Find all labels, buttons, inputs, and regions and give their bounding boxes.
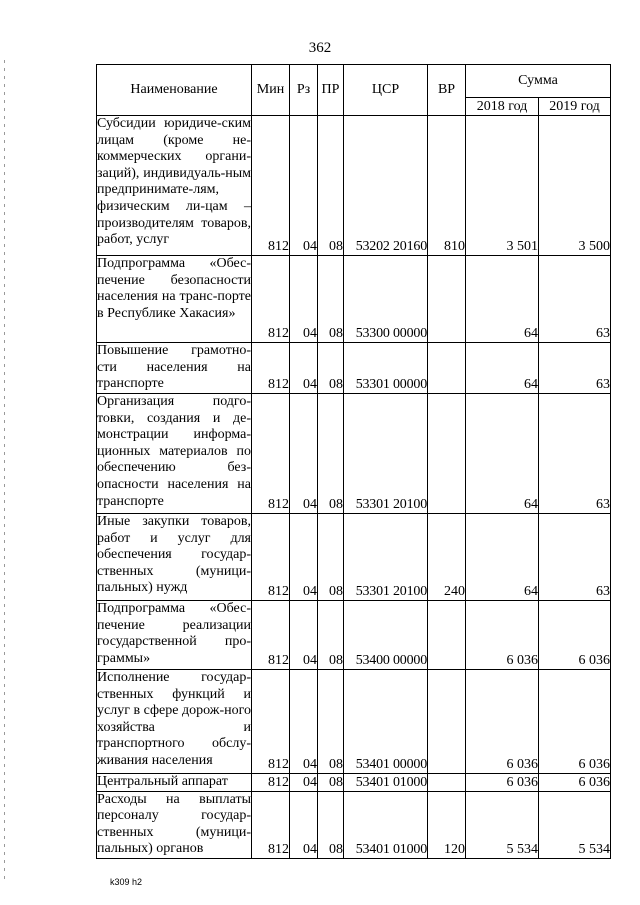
row-rz-cell: 04 — [290, 601, 318, 670]
table-row — [97, 774, 611, 792]
row-2019-cell: 63 — [539, 343, 611, 394]
row-2018-cell: 3 501 — [466, 116, 539, 256]
row-2019-cell: 63 — [539, 394, 611, 514]
header-min: Мин — [252, 65, 290, 116]
page-number: 362 — [308, 40, 332, 56]
table-row — [97, 343, 611, 394]
row-2018-cell: 64 — [466, 343, 539, 394]
table-row — [97, 670, 611, 774]
row-min-cell: 812 — [252, 394, 290, 514]
table-row — [97, 116, 611, 256]
row-rz-cell: 04 — [290, 343, 318, 394]
header-rz: Рз — [290, 65, 318, 116]
row-vr-cell: 240 — [428, 514, 466, 601]
row-min-cell: 812 — [252, 343, 290, 394]
row-2019-cell: 6 036 — [539, 774, 611, 792]
row-vr-cell — [428, 601, 466, 670]
row-2018-cell: 6 036 — [466, 670, 539, 774]
header-2019: 2019 год — [539, 98, 611, 116]
row-2018-cell: 64 — [466, 514, 539, 601]
row-2018-cell: 5 534 — [466, 791, 539, 858]
row-name-cell: Повышение грамотно-сти населения на транспорте — [97, 343, 252, 394]
footer-code: k309 h2 — [110, 877, 143, 887]
row-2018-cell: 64 — [466, 256, 539, 343]
row-csr-cell: 53401 00000 — [344, 670, 428, 774]
table-row — [97, 394, 611, 514]
row-pr-cell: 08 — [318, 514, 344, 601]
row-name-cell: Расходы на выплаты персоналу государ-ственных (муници-пальных) органов — [97, 791, 252, 858]
row-pr-cell: 08 — [318, 343, 344, 394]
header-sum: Сумма — [466, 65, 611, 98]
row-min-cell: 812 — [252, 670, 290, 774]
row-vr-cell — [428, 343, 466, 394]
row-csr-cell: 53300 00000 — [344, 256, 428, 343]
row-2019-cell: 6 036 — [539, 601, 611, 670]
row-pr-cell: 08 — [318, 791, 344, 858]
row-2019-cell: 6 036 — [539, 670, 611, 774]
row-name-cell: Субсидии юридиче-ским лицам (кроме не-коммерческих органи-заций), индивидуаль-ным предпринимате-лям, физическим ли-цам – производителям товаров, работ, услуг — [97, 116, 252, 256]
row-name-cell: Исполнение государ-ственных функций и услуг в сфере дорож-ного хозяйства и транспортного обслу-живания населения — [97, 670, 252, 774]
row-vr-cell — [428, 774, 466, 792]
row-rz-cell: 04 — [290, 774, 318, 792]
row-2018-cell: 6 036 — [466, 774, 539, 792]
row-pr-cell: 08 — [318, 774, 344, 792]
header-csr: ЦСР — [344, 65, 428, 116]
row-rz-cell: 04 — [290, 514, 318, 601]
row-vr-cell: 810 — [428, 116, 466, 256]
row-pr-cell: 08 — [318, 601, 344, 670]
scan-edge-mark — [4, 60, 5, 880]
row-csr-cell: 53301 00000 — [344, 343, 428, 394]
row-min-cell: 812 — [252, 601, 290, 670]
row-csr-cell: 53401 01000 — [344, 774, 428, 792]
row-rz-cell: 04 — [290, 670, 318, 774]
row-min-cell: 812 — [252, 774, 290, 792]
row-csr-cell: 53301 20100 — [344, 394, 428, 514]
row-vr-cell — [428, 256, 466, 343]
row-pr-cell: 08 — [318, 670, 344, 774]
row-min-cell: 812 — [252, 256, 290, 343]
row-vr-cell — [428, 394, 466, 514]
row-2019-cell: 5 534 — [539, 791, 611, 858]
row-min-cell: 812 — [252, 116, 290, 256]
row-rz-cell: 04 — [290, 791, 318, 858]
row-rz-cell: 04 — [290, 116, 318, 256]
row-min-cell: 812 — [252, 791, 290, 858]
row-rz-cell: 04 — [290, 394, 318, 514]
row-rz-cell: 04 — [290, 256, 318, 343]
row-2018-cell: 6 036 — [466, 601, 539, 670]
header-pr: ПР — [318, 65, 344, 116]
row-pr-cell: 08 — [318, 256, 344, 343]
row-name-cell: Подпрограмма «Обес-печение безопасности населения на транс-порте в Республике Хакасия» — [97, 256, 252, 343]
row-2019-cell: 63 — [539, 514, 611, 601]
row-min-cell: 812 — [252, 514, 290, 601]
header-name: Наименование — [97, 65, 252, 116]
table-row — [97, 514, 611, 601]
table-row — [97, 601, 611, 670]
row-csr-cell: 53400 00000 — [344, 601, 428, 670]
row-name-cell: Иные закупки товаров, работ и услуг для обеспечения государ-ственных (муници-пальных) нужд — [97, 514, 252, 601]
row-2019-cell: 63 — [539, 256, 611, 343]
budget-table — [96, 64, 611, 859]
row-name-cell: Организация подго-товки, создания и де-монстрации информа-ционных материалов по обеспечению без-опасности населения на транспорте — [97, 394, 252, 514]
row-2019-cell: 3 500 — [539, 116, 611, 256]
row-2018-cell: 64 — [466, 394, 539, 514]
row-pr-cell: 08 — [318, 394, 344, 514]
table-row — [97, 256, 611, 343]
row-vr-cell: 120 — [428, 791, 466, 858]
header-2018: 2018 год — [466, 98, 539, 116]
header-vr: ВР — [428, 65, 466, 116]
row-csr-cell: 53202 20160 — [344, 116, 428, 256]
row-vr-cell — [428, 670, 466, 774]
row-name-cell: Подпрограмма «Обес-печение реализации государственной про-граммы» — [97, 601, 252, 670]
row-name-cell: Центральный аппарат — [97, 774, 252, 792]
table-row — [97, 791, 611, 858]
row-csr-cell: 53401 01000 — [344, 791, 428, 858]
row-pr-cell: 08 — [318, 116, 344, 256]
row-csr-cell: 53301 20100 — [344, 514, 428, 601]
